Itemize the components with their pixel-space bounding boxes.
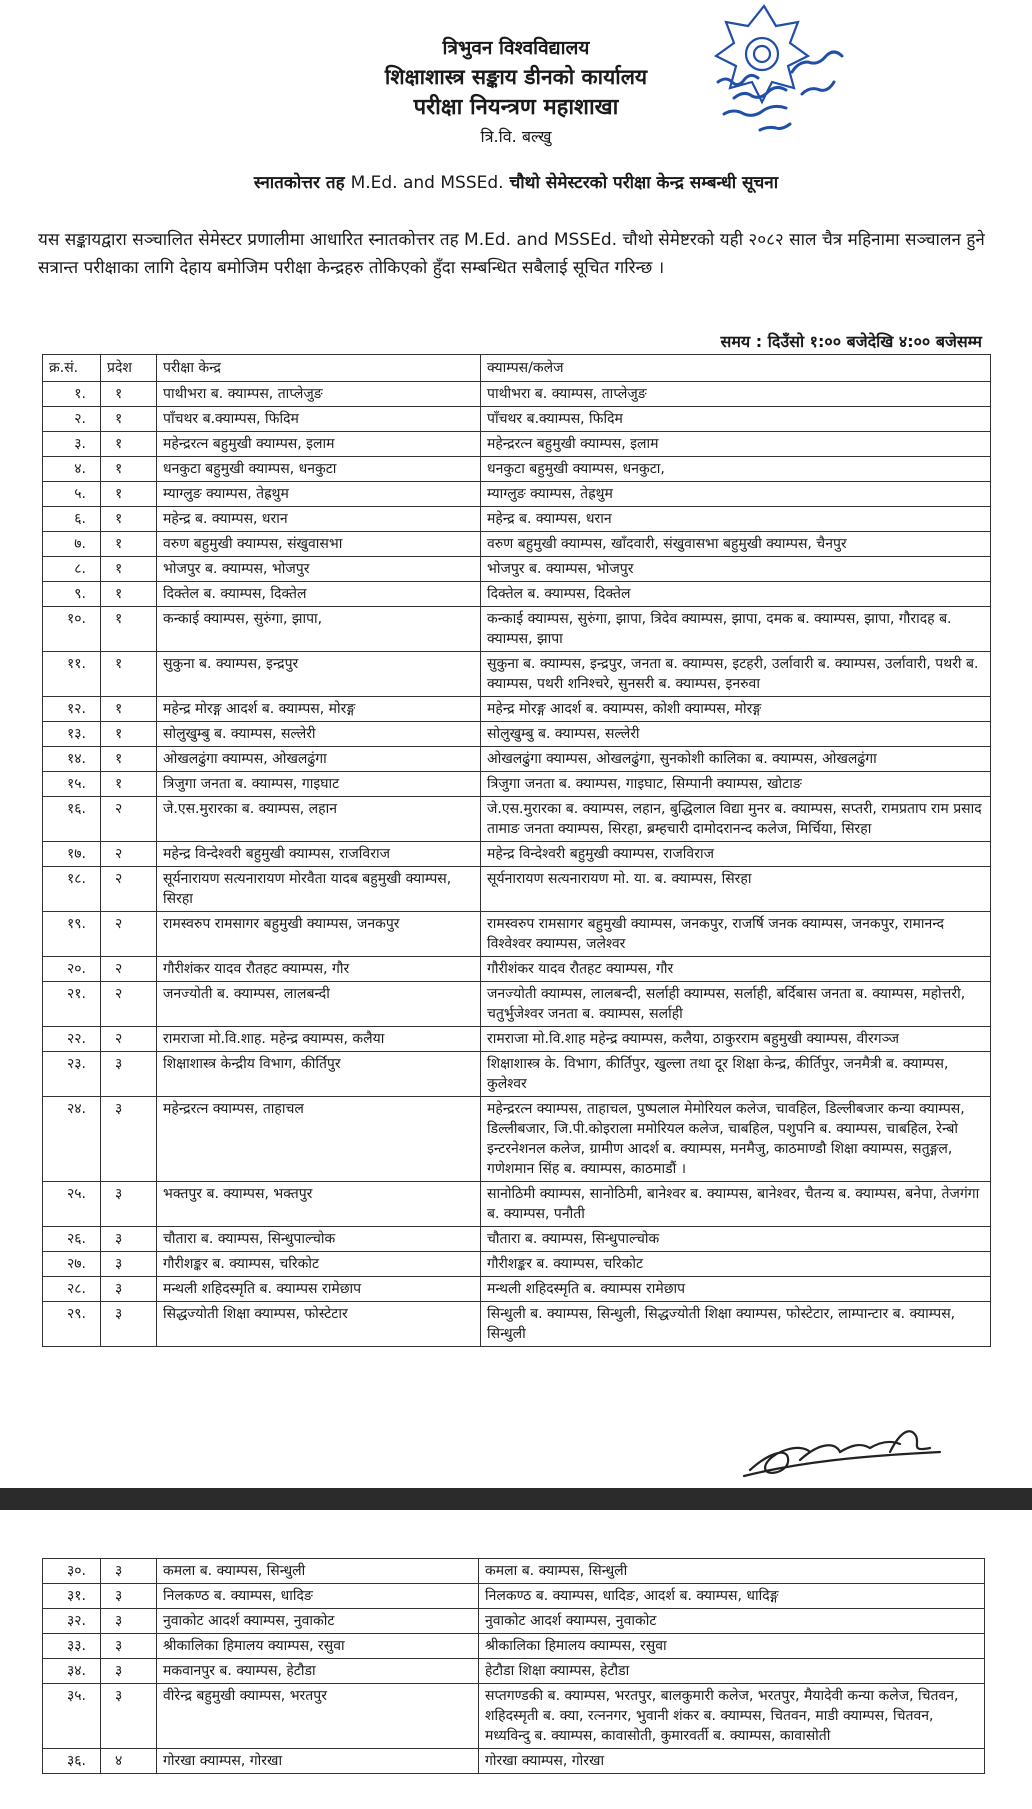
- notice-title: [0, 170, 1032, 193]
- province-cell: ३: [101, 1559, 157, 1584]
- table-row: [43, 407, 991, 432]
- exam-centre-cell: शिक्षाशास्त्र केन्द्रीय विभाग, कीर्तिपुर: [157, 1052, 481, 1097]
- table-row: [43, 532, 991, 557]
- serial-number-cell: ६.: [43, 507, 101, 532]
- office-seal-stamp-icon: [704, 2, 854, 142]
- province-cell: २: [101, 912, 157, 957]
- serial-number-cell: २७.: [43, 1252, 101, 1277]
- serial-number-cell: १.: [43, 382, 101, 407]
- table-row: [43, 697, 991, 722]
- campus-college-cell: रामराजा मो.वि.शाह महेन्द्र क्याम्पस, कलैया, ठाकुरराम बहुमुखी क्याम्पस, वीरगञ्ज: [481, 1027, 991, 1052]
- header-province: प्रदेश: [101, 355, 157, 382]
- serial-number-cell: ३४.: [43, 1659, 101, 1684]
- serial-number-cell: ९.: [43, 582, 101, 607]
- table-row: [43, 1634, 985, 1659]
- serial-number-cell: ३.: [43, 432, 101, 457]
- campus-college-cell: मन्थली शहिदस्मृति ब. क्याम्पस रामेछाप: [481, 1277, 991, 1302]
- serial-number-cell: ३१.: [43, 1584, 101, 1609]
- exam-centre-cell: मकवानपुर ब. क्याम्पस, हेटौडा: [157, 1659, 479, 1684]
- exam-centre-cell: सोलुखुम्बु ब. क्याम्पस, सल्लेरी: [157, 722, 481, 747]
- exam-centre-cell: महेन्द्र ब. क्याम्पस, धरान: [157, 507, 481, 532]
- exam-centre-cell: दिक्तेल ब. क्याम्पस, दिक्तेल: [157, 582, 481, 607]
- table-row: [43, 842, 991, 867]
- table-body: [43, 382, 991, 1347]
- campus-college-cell: गौरीशंकर यादव रौतहट क्याम्पस, गौर: [481, 957, 991, 982]
- table-row: [43, 797, 991, 842]
- exam-centre-table: [42, 354, 991, 1347]
- exam-centre-cell: वरुण बहुमुखी क्याम्पस, संखुवासभा: [157, 532, 481, 557]
- exam-centre-cell: वीरेन्द्र बहुमुखी क्याम्पस, भरतपुर: [157, 1684, 479, 1749]
- campus-college-cell: महेन्द्र मोरङ्ग आदर्श ब. क्याम्पस, कोशी क्याम्पस, मोरङ्ग: [481, 697, 991, 722]
- campus-college-cell: महेन्द्र विन्देश्वरी बहुमुखी क्याम्पस, राजविराज: [481, 842, 991, 867]
- serial-number-cell: १९.: [43, 912, 101, 957]
- table-row: [43, 867, 991, 912]
- exam-centre-cell: महेन्द्र मोरङ्ग आदर्श ब. क्याम्पस, मोरङ्ग: [157, 697, 481, 722]
- campus-college-cell: पाँचथर ब.क्याम्पस, फिदिम: [481, 407, 991, 432]
- province-cell: १: [101, 557, 157, 582]
- campus-college-cell: म्याग्लुङ क्याम्पस, तेह्रथुम: [481, 482, 991, 507]
- campus-college-cell: महेन्द्ररत्न क्याम्पस, ताहाचल, पुष्पलाल मेमोरियल कलेज, चावहिल, डिल्लीबजार कन्या क्याम्पस, डिल्लीबजार, जि.पी.कोइराला ममोरियल कलेज, चाबहिल, पशुपनि ब. क्याम्पस, चाबहिल, रेन्बो इन्टरनेशनल कलेज, ग्रामीण आदर्श ब. क्याम्पस, मनमैजु, काठमाण्डौ शिक्षा क्याम्पस, सतुङ्गल, गणेशमान सिंह ब. क्याम्पस, काठमाडौं ।: [481, 1097, 991, 1182]
- province-cell: ३: [101, 1609, 157, 1634]
- signature-icon: [740, 1412, 960, 1482]
- serial-number-cell: ३६.: [43, 1749, 101, 1774]
- exam-centre-cell: भोजपुर ब. क्याम्पस, भोजपुर: [157, 557, 481, 582]
- university-name: त्रिभुवन विश्वविद्यालय: [442, 37, 590, 59]
- exam-centre-cell: गौरीशङ्कर ब. क्याम्पस, चरिकोट: [157, 1252, 481, 1277]
- serial-number-cell: २१.: [43, 982, 101, 1027]
- province-cell: १: [101, 507, 157, 532]
- exam-centre-cell: जनज्योती ब. क्याम्पस, लालबन्दी: [157, 982, 481, 1027]
- table-row: [43, 507, 991, 532]
- campus-college-cell: गौरीशङ्कर ब. क्याम्पस, चरिकोट: [481, 1252, 991, 1277]
- province-cell: २: [101, 982, 157, 1027]
- notice-title-part1: स्नातकोत्तर तह: [253, 173, 351, 193]
- exam-centre-cell: सिद्धज्योती शिक्षा क्याम्पस, फोस्टेटार: [157, 1302, 481, 1347]
- province-cell: १: [101, 722, 157, 747]
- exam-centre-cell: सूर्यनारायण सत्यनारायण मोरवैता यादब बहुमुखी क्याम्पस, सिरहा: [157, 867, 481, 912]
- table-row: [43, 557, 991, 582]
- notice-page-2: [0, 1510, 1032, 1809]
- header-exam-centre: परीक्षा केन्द्र: [157, 355, 481, 382]
- exam-time: समय : दिउँसो १:०० बजेदेखि ४:०० बजेसम्म: [720, 332, 982, 351]
- table-header-row: [43, 355, 991, 382]
- serial-number-cell: ३२.: [43, 1609, 101, 1634]
- exam-centre-cell: त्रिजुगा जनता ब. क्याम्पस, गाइघाट: [157, 772, 481, 797]
- table-body-continued: [43, 1559, 985, 1774]
- division-name: परीक्षा नियन्त्रण महाशाखा: [413, 95, 619, 120]
- province-cell: ३: [101, 1097, 157, 1182]
- exam-centre-cell: चौतारा ब. क्याम्पस, सिन्धुपाल्चोक: [157, 1227, 481, 1252]
- table-row: [43, 1182, 991, 1227]
- province-cell: १: [101, 482, 157, 507]
- campus-college-cell: कन्काई क्याम्पस, सुरुंगा, झापा, त्रिदेव क्याम्पस, झापा, दमक ब. क्याम्पस, झापा, गौरादह ब. क्याम्पस, झापा: [481, 607, 991, 652]
- serial-number-cell: ११.: [43, 652, 101, 697]
- campus-college-cell: हेटौडा शिक्षा क्याम्पस, हेटौडा: [479, 1659, 985, 1684]
- table-row: [43, 1749, 985, 1774]
- province-cell: १: [101, 457, 157, 482]
- notice-title-program: M.Ed. and MSSEd.: [350, 173, 504, 193]
- serial-number-cell: २.: [43, 407, 101, 432]
- header-serial: क्र.सं.: [43, 355, 101, 382]
- exam-centre-cell: रामस्वरुप रामसागर बहुमुखी क्याम्पस, जनकपुर: [157, 912, 481, 957]
- serial-number-cell: २९.: [43, 1302, 101, 1347]
- campus-college-cell: रामस्वरुप रामसागर बहुमुखी क्याम्पस, जनकपुर, राजर्षि जनक क्याम्पस, जनकपुर, रामानन्द विश्वेश्वर क्याम्पस, जलेश्वर: [481, 912, 991, 957]
- table-row: [43, 582, 991, 607]
- exam-centre-cell: पाँचथर ब.क्याम्पस, फिदिम: [157, 407, 481, 432]
- campus-college-cell: सानोठिमी क्याम्पस, सानोठिमी, बानेश्वर ब. क्याम्पस, बानेश्वर, चैतन्य ब. क्याम्पस, बनेपा, तेजगंगा ब. क्याम्पस, पनौती: [481, 1182, 991, 1227]
- exam-centre-cell: महेन्द्ररत्न बहुमुखी क्याम्पस, इलाम: [157, 432, 481, 457]
- campus-college-cell: सोलुखुम्बु ब. क्याम्पस, सल्लेरी: [481, 722, 991, 747]
- province-cell: १: [101, 382, 157, 407]
- campus-college-cell: जनज्योती क्याम्पस, लालबन्दी, सर्लाही क्याम्पस, सर्लाही, बर्दिबास जनता ब. क्याम्पस, महोत्तरी, चतुर्भुजेश्वर जनता ब. क्याम्पस, सर्लाही: [481, 982, 991, 1027]
- table-row: [43, 747, 991, 772]
- exam-centre-cell: पाथीभरा ब. क्याम्पस, ताप्लेजुङ: [157, 382, 481, 407]
- exam-centre-cell: कमला ब. क्याम्पस, सिन्धुली: [157, 1559, 479, 1584]
- province-cell: ३: [101, 1277, 157, 1302]
- campus-college-cell: त्रिजुगा जनता ब. क्याम्पस, गाइघाट, सिम्पानी क्याम्पस, खोटाङ: [481, 772, 991, 797]
- notice-title-part3: चौथो सेमेस्टरको परीक्षा केन्द्र सम्बन्धी सूचना: [503, 173, 779, 193]
- campus-college-cell: दिक्तेल ब. क्याम्पस, दिक्तेल: [481, 582, 991, 607]
- exam-centre-cell: ओखलढुंगा क्याम्पस, ओखलढुंगा: [157, 747, 481, 772]
- table-row: [43, 1684, 985, 1749]
- province-cell: १: [101, 582, 157, 607]
- campus-college-cell: निलकण्ठ ब. क्याम्पस, धादिङ, आदर्श ब. क्याम्पस, धादिङ्ग: [479, 1584, 985, 1609]
- exam-centre-cell: कन्काई क्याम्पस, सुरुंगा, झापा,: [157, 607, 481, 652]
- province-cell: ३: [101, 1659, 157, 1684]
- serial-number-cell: १२.: [43, 697, 101, 722]
- exam-centre-cell: गौरीशंकर यादव रौतहट क्याम्पस, गौर: [157, 957, 481, 982]
- page-separator: [0, 1488, 1032, 1510]
- campus-college-cell: शिक्षाशास्त्र के. विभाग, कीर्तिपुर, खुल्ला तथा दूर शिक्षा केन्द्र, कीर्तिपुर, जनमैत्री ब. क्याम्पस, कुलेश्वर: [481, 1052, 991, 1097]
- campus-college-cell: ओखलढुंगा क्याम्पस, ओखलढुंगा, सुनकोशी कालिका ब. क्याम्पस, ओखलढुंगा: [481, 747, 991, 772]
- exam-centre-cell: धनकुटा बहुमुखी क्याम्पस, धनकुटा: [157, 457, 481, 482]
- serial-number-cell: २४.: [43, 1097, 101, 1182]
- table-row: [43, 1097, 991, 1182]
- province-cell: ३: [101, 1302, 157, 1347]
- table-row: [43, 1559, 985, 1584]
- exam-centre-cell: म्याग्लुङ क्याम्पस, तेह्रथुम: [157, 482, 481, 507]
- campus-college-cell: कमला ब. क्याम्पस, सिन्धुली: [479, 1559, 985, 1584]
- campus-college-cell: पाथीभरा ब. क्याम्पस, ताप्लेजुङ: [481, 382, 991, 407]
- province-cell: ३: [101, 1584, 157, 1609]
- serial-number-cell: ७.: [43, 532, 101, 557]
- table-row: [43, 1277, 991, 1302]
- letterhead: [0, 34, 1032, 150]
- province-cell: १: [101, 697, 157, 722]
- campus-college-cell: जे.एस.मुरारका ब. क्याम्पस, लहान, बुद्धिलाल विद्या मुनर ब. क्याम्पस, सप्तरी, रामप्रताप राम प्रसाद तामाङ जनता क्याम्पस, सिरहा, ब्रम्हचारी दामोदरानन्द कलेज, मिर्चिया, सिरहा: [481, 797, 991, 842]
- campus-college-cell: गोरखा क्याम्पस, गोरखा: [479, 1749, 985, 1774]
- exam-centre-cell: रामराजा मो.वि.शाह. महेन्द्र क्याम्पस, कलैया: [157, 1027, 481, 1052]
- province-cell: २: [101, 842, 157, 867]
- province-cell: १: [101, 407, 157, 432]
- table-row: [43, 957, 991, 982]
- exam-centre-cell: नुवाकोट आदर्श क्याम्पस, नुवाकोट: [157, 1609, 479, 1634]
- table-row: [43, 482, 991, 507]
- table-row: [43, 652, 991, 697]
- serial-number-cell: ३५.: [43, 1684, 101, 1749]
- campus-college-cell: महेन्द्र ब. क्याम्पस, धरान: [481, 507, 991, 532]
- province-cell: ३: [101, 1684, 157, 1749]
- office-name: शिक्षाशास्त्र सङ्काय डीनको कार्यालय: [384, 65, 648, 89]
- campus-college-cell: नुवाकोट आदर्श क्याम्पस, नुवाकोट: [479, 1609, 985, 1634]
- province-cell: ३: [101, 1182, 157, 1227]
- table-row: [43, 1027, 991, 1052]
- serial-number-cell: १५.: [43, 772, 101, 797]
- exam-centre-cell: मन्थली शहिदस्मृति ब. क्याम्पस रामेछाप: [157, 1277, 481, 1302]
- province-cell: ३: [101, 1634, 157, 1659]
- exam-centre-cell: भक्तपुर ब. क्याम्पस, भक्तपुर: [157, 1182, 481, 1227]
- province-cell: १: [101, 432, 157, 457]
- province-cell: २: [101, 1027, 157, 1052]
- exam-centre-cell: महेन्द्र विन्देश्वरी बहुमुखी क्याम्पस, राजविराज: [157, 842, 481, 867]
- serial-number-cell: २३.: [43, 1052, 101, 1097]
- table-row: [43, 382, 991, 407]
- province-cell: १: [101, 652, 157, 697]
- exam-centre-table-continued: [42, 1558, 985, 1774]
- province-cell: ३: [101, 1052, 157, 1097]
- campus-college-cell: सुकुना ब. क्याम्पस, इन्द्रपुर, जनता ब. क्याम्पस, इटहरी, उर्लावारी ब. क्याम्पस, उर्लावारी, पथरी ब. क्याम्पस, पथरी शनिश्चरे, सुनसरी ब. क्याम्पस, इनरुवा: [481, 652, 991, 697]
- exam-centre-cell: गोरखा क्याम्पस, गोरखा: [157, 1749, 479, 1774]
- serial-number-cell: २०.: [43, 957, 101, 982]
- table-row: [43, 1609, 985, 1634]
- serial-number-cell: ३३.: [43, 1634, 101, 1659]
- serial-number-cell: ८.: [43, 557, 101, 582]
- province-cell: ३: [101, 1252, 157, 1277]
- serial-number-cell: १०.: [43, 607, 101, 652]
- serial-number-cell: १४.: [43, 747, 101, 772]
- campus-college-cell: भोजपुर ब. क्याम्पस, भोजपुर: [481, 557, 991, 582]
- table-row: [43, 912, 991, 957]
- office-location: त्रि.वि. बल्खु: [480, 127, 552, 146]
- province-cell: १: [101, 607, 157, 652]
- campus-college-cell: सप्तगण्डकी ब. क्याम्पस, भरतपुर, बालकुमारी कलेज, भरतपुर, मैयादेवी कन्या कलेज, चितवन, शहिदस्मृती ब. क्या, रत्ननगर, भुवानी शंकर ब. क्याम्पस, चितवन, माडी क्याम्पस, चितवन, मध्यविन्दु ब. क्याम्पस, कावासोती, कुमारवर्ती ब. क्याम्पस, कावासोती: [479, 1684, 985, 1749]
- exam-centre-cell: निलकण्ठ ब. क्याम्पस, धादिङ: [157, 1584, 479, 1609]
- campus-college-cell: महेन्द्ररत्न बहुमुखी क्याम्पस, इलाम: [481, 432, 991, 457]
- serial-number-cell: १७.: [43, 842, 101, 867]
- serial-number-cell: २८.: [43, 1277, 101, 1302]
- province-cell: ४: [101, 1749, 157, 1774]
- campus-college-cell: सूर्यनारायण सत्यनारायण मो. या. ब. क्याम्पस, सिरहा: [481, 867, 991, 912]
- campus-college-cell: चौतारा ब. क्याम्पस, सिन्धुपाल्चोक: [481, 1227, 991, 1252]
- table-row: [43, 982, 991, 1027]
- serial-number-cell: १६.: [43, 797, 101, 842]
- table-row: [43, 722, 991, 747]
- campus-college-cell: धनकुटा बहुमुखी क्याम्पस, धनकुटा,: [481, 457, 991, 482]
- serial-number-cell: ४.: [43, 457, 101, 482]
- table-row: [43, 1584, 985, 1609]
- province-cell: १: [101, 532, 157, 557]
- campus-college-cell: वरुण बहुमुखी क्याम्पस, खाँदवारी, संखुवासभा बहुमुखी क्याम्पस, चैनपुर: [481, 532, 991, 557]
- table-row: [43, 772, 991, 797]
- province-cell: ३: [101, 1227, 157, 1252]
- serial-number-cell: १८.: [43, 867, 101, 912]
- province-cell: १: [101, 772, 157, 797]
- campus-college-cell: सिन्धुली ब. क्याम्पस, सिन्धुली, सिद्धज्योती शिक्षा क्याम्पस, फोस्टेटार, लाम्पान्टार ब. क्याम्पस, सिन्धुली: [481, 1302, 991, 1347]
- exam-centre-cell: जे.एस.मुरारका ब. क्याम्पस, लहान: [157, 797, 481, 842]
- serial-number-cell: ३०.: [43, 1559, 101, 1584]
- exam-centre-cell: महेन्द्ररत्न क्याम्पस, ताहाचल: [157, 1097, 481, 1182]
- serial-number-cell: २६.: [43, 1227, 101, 1252]
- notice-intro-paragraph: यस सङ्कायद्वारा सञ्चालित सेमेस्टर प्रणालीमा आधारित स्नातकोत्तर तह M.Ed. and MSSEd. चौथो सेमेष्टरको यही २०८२ साल चैत्र महिनामा सञ्चालन हुने सत्रान्त परीक्षाका लागि देहाय बमोजिम परीक्षा केन्द्रहरु तोकिएको हुँदा सम्बन्धित सबैलाई सूचित गरिन्छ ।: [38, 230, 985, 278]
- exam-centre-cell: श्रीकालिका हिमालय क्याम्पस, रसुवा: [157, 1634, 479, 1659]
- table-row: [43, 1252, 991, 1277]
- province-cell: २: [101, 957, 157, 982]
- table-row: [43, 1659, 985, 1684]
- table-row: [43, 1302, 991, 1347]
- campus-college-cell: श्रीकालिका हिमालय क्याम्पस, रसुवा: [479, 1634, 985, 1659]
- serial-number-cell: ५.: [43, 482, 101, 507]
- serial-number-cell: १३.: [43, 722, 101, 747]
- table-row: [43, 607, 991, 652]
- province-cell: १: [101, 747, 157, 772]
- exam-centre-cell: सुकुना ब. क्याम्पस, इन्द्रपुर: [157, 652, 481, 697]
- province-cell: २: [101, 867, 157, 912]
- table-row: [43, 1052, 991, 1097]
- province-cell: २: [101, 797, 157, 842]
- serial-number-cell: २५.: [43, 1182, 101, 1227]
- table-row: [43, 1227, 991, 1252]
- table-row: [43, 457, 991, 482]
- table-row: [43, 432, 991, 457]
- header-campus-college: क्याम्पस/कलेज: [481, 355, 991, 382]
- serial-number-cell: २२.: [43, 1027, 101, 1052]
